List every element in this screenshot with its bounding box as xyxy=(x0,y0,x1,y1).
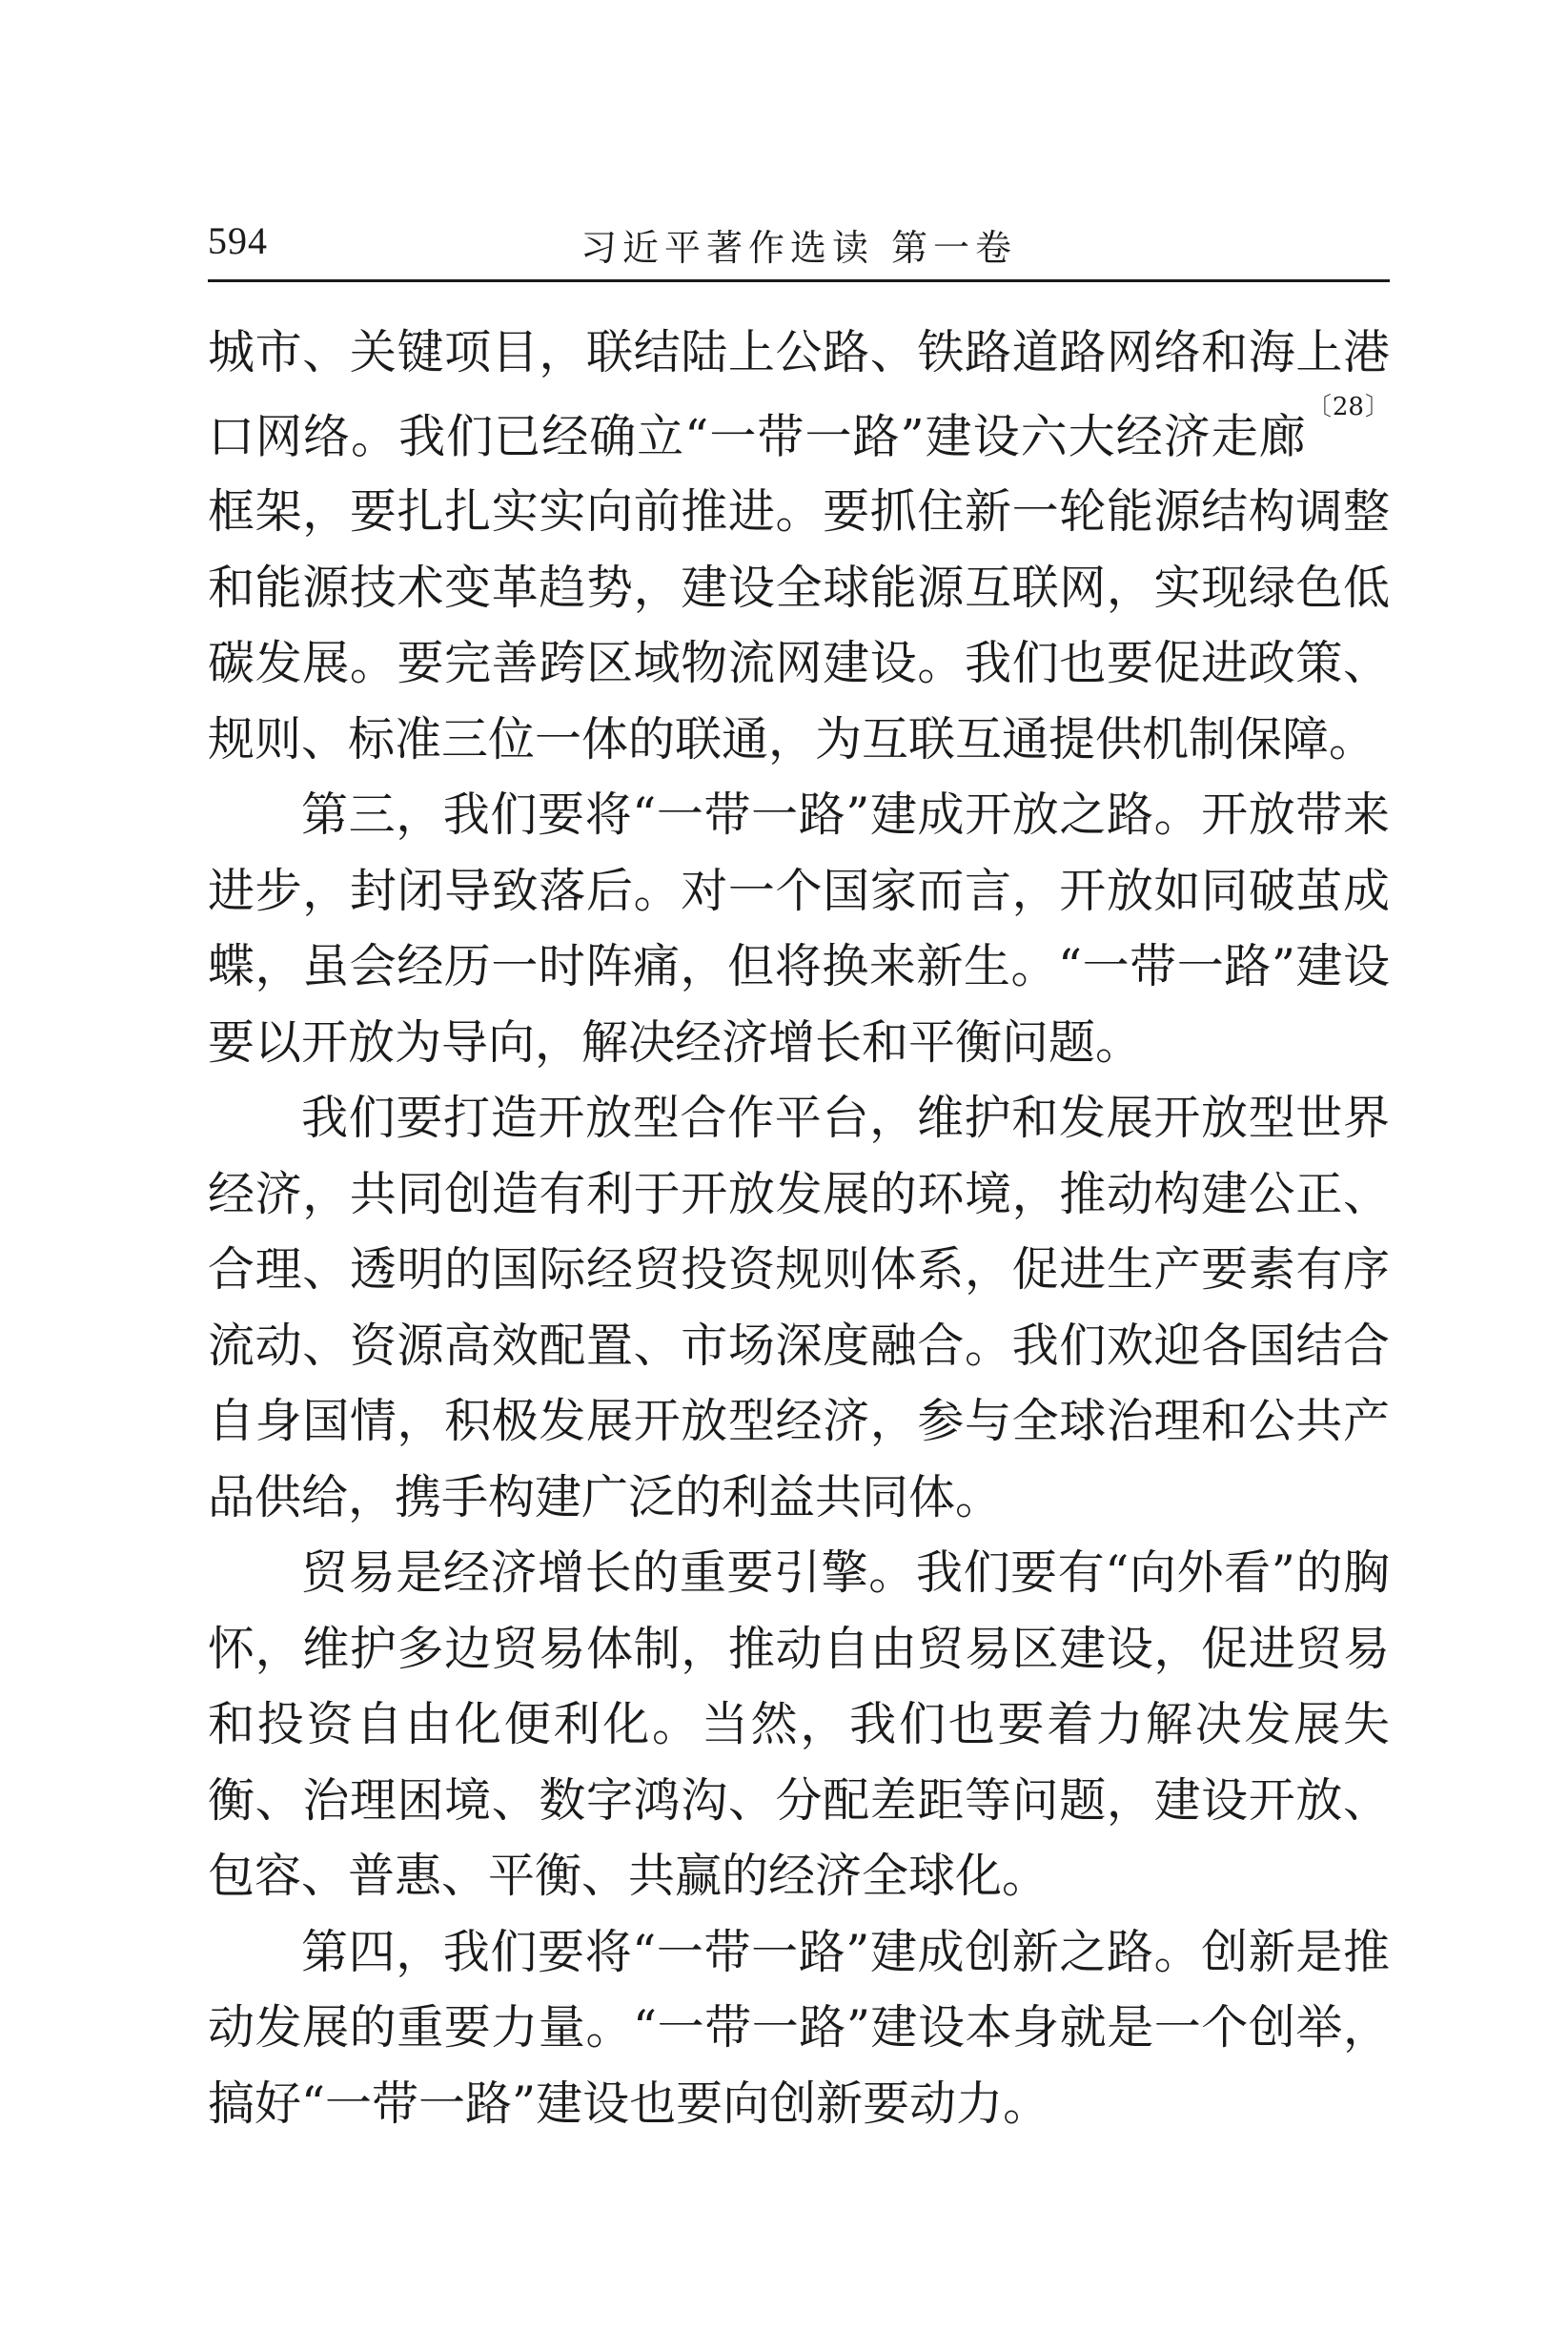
paragraph-text: 框架，要扎扎实实向前推进。要抓住新一轮能源结构调整和能源技术变革趋势，建设全球能源互联网，实现绿色低碳发展。要完善跨区域物流网建设。我们也要促进政策、规则、标准三位一体的联通，为互联互通提供机制保障。 xyxy=(208,484,1390,767)
paragraph-text: 城市、关键项目，联结陆上公路、铁路道路网络和海上港口网络。我们已经确立“一带一路”建设六大经济走廊 xyxy=(208,325,1390,463)
paragraph-open-road: 第三，我们要将“一带一路”建成开放之路。开放带来进步，封闭导致落后。对一个国家而言，开放如同破茧成蝶，虽会经历一时阵痛，但将换来新生。“一带一路”建设要以开放为导向，解决经济增长和平衡问题。 xyxy=(208,787,1390,1070)
page-number: 594 xyxy=(208,219,268,262)
running-title: 习近平著作选读 第一卷 xyxy=(580,227,1018,269)
footnote-reference[interactable]: 〔28〕 xyxy=(1306,392,1390,421)
paragraph-trade: 贸易是经济增长的重要引擎。我们要有“向外看”的胸怀，维护多边贸易体制，推动自由贸易区建设，促进贸易和投资自由化便利化。当然，我们也要着力解决发展失衡、治理困境、数字鸿沟、分配差距等问题，建设开放、包容、普惠、平衡、共赢的经济全球化。 xyxy=(208,1545,1390,1904)
paragraph-open-platform: 我们要打造开放型合作平台，维护和发展开放型世界经济，共同创造有利于开放发展的环境，推动构建公正、合理、透明的国际经贸投资规则体系，促进生产要素有序流动、资源高效配置、市场深度融合。我们欢迎各国结合自身国情，积极发展开放型经济，参与全球治理和公共产品供给，携手构建广泛的利益共同体。 xyxy=(208,1091,1390,1524)
paragraph-innovation-road: 第四，我们要将“一带一路”建成创新之路。创新是推动发展的重要力量。“一带一路”建设本身就是一个创举，搞好“一带一路”建设也要向创新要动力。 xyxy=(208,1924,1390,2131)
header-rule xyxy=(208,279,1390,282)
body-text xyxy=(208,315,1390,2141)
paragraph-continuation xyxy=(208,315,1390,777)
page-header xyxy=(208,215,1390,272)
